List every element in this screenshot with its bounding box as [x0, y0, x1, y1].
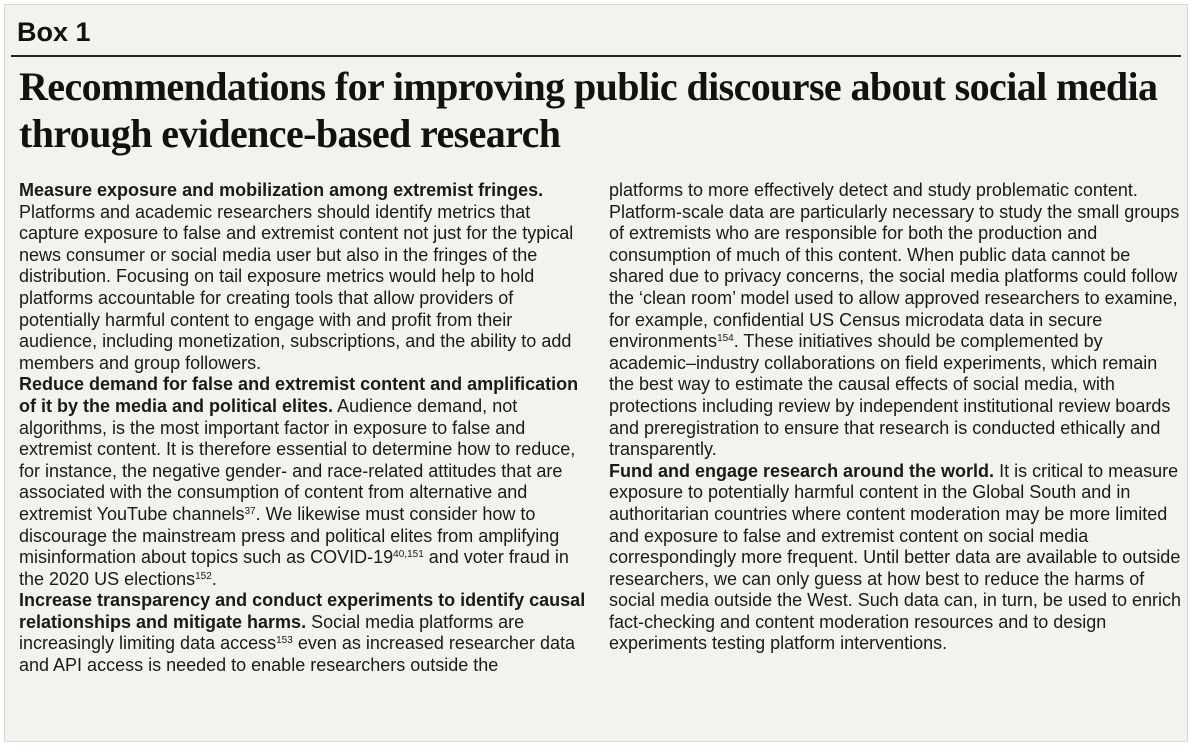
paragraph-transparency: [19, 590, 591, 676]
paragraph-heading: Increase transparency and conduct experiments to identify causal relationships and mitigate harms.: [19, 590, 586, 632]
paragraph-text: and voter fraud in the 2020 US elections: [19, 547, 569, 589]
header-rule: [11, 55, 1181, 57]
paragraph-exposure: [19, 180, 591, 374]
paragraph-heading: Fund and engage research around the world.: [609, 460, 995, 481]
paragraph-text: platforms to more effectively detect and study problematic content. Platform-scale data are particularly necessary to study the small groups of extremists who are responsible for both the production and consumption of much of this content. When public data cannot be shared due to privacy concerns, the social media platforms could follow the ‘clean room’ model used to allow approved researchers to examine, for example, confidential US Census microdata data in secure environments: [609, 180, 1180, 352]
paragraph-heading: Reduce demand for false and extremist content and amplification of it by the media and political elites.: [19, 374, 579, 416]
box-panel: [4, 4, 1188, 742]
left-column: [19, 180, 591, 677]
paragraph-demand: [19, 374, 591, 590]
paragraph-heading: Measure exposure and mobilization among extremist fringes.: [19, 180, 544, 200]
box-label: Box 1: [17, 17, 91, 47]
paragraph-fund-research: [609, 461, 1181, 655]
paragraph-text: Audience demand, not algorithms, is the most important factor in exposure to false and extremist content. It is therefore essential to determine how to reduce, for instance, the negative gender- and race-related attitudes that are associated with the consumption of content from alternative and extremist YouTube channels: [19, 395, 576, 524]
reference-superscript[interactable]: 152: [195, 570, 212, 582]
paragraph-transparency-continued: [609, 180, 1181, 461]
reference-superscript[interactable]: 37: [244, 505, 256, 517]
paragraph-text: even as increased researcher data and API access is needed to enable researchers outside the: [19, 633, 575, 676]
reference-superscript[interactable]: 153: [276, 635, 293, 647]
reference-superscript[interactable]: 154: [717, 333, 734, 345]
right-column: [609, 180, 1181, 655]
box-title: Recommendations for improving public discourse about social media through evidence-based research: [19, 64, 1158, 156]
paragraph-text: It is critical to measure exposure to potentially harmful content in the Global South and in authoritarian countries where content moderation may be more limited and exposure to false and extremist content on social media correspondingly more frequent. Until better data are available to outside researchers, we can only guess at how best to reduce the harms of social media outside the West. Such data can, in turn, be used to enrich fact-checking and content moderation resources and to design experiments testing platform interventions.: [609, 460, 1182, 654]
paragraph-text: . We likewise must consider how to discourage the mainstream press and political elites from amplifying misinformation about topics such as COVID-19: [19, 503, 560, 568]
reference-superscript[interactable]: 40,151: [393, 549, 424, 561]
paragraph-text: Social media platforms are increasingly limiting data access: [19, 611, 525, 654]
paragraph-text: . These initiatives should be complemented by academic–industry collaborations on field experiments, which remain the best way to estimate the causal effects of social media, with protections including review by independent institutional review boards and preregistration to ensure that research is conducted ethically and transparently.: [609, 331, 1171, 460]
paragraph-text: .: [211, 568, 217, 589]
paragraph-text: Platforms and academic researchers should identify metrics that capture exposure to false and extremist content not just for the typical news consumer or social media user but also in the fringes of the distribution. Focusing on tail exposure metrics would help to hold platforms accountable for creating tools that allow providers of potentially harmful content to engage with and profit from their audience, including monetization, subscriptions, and the ability to add members and group followers.: [19, 201, 574, 373]
